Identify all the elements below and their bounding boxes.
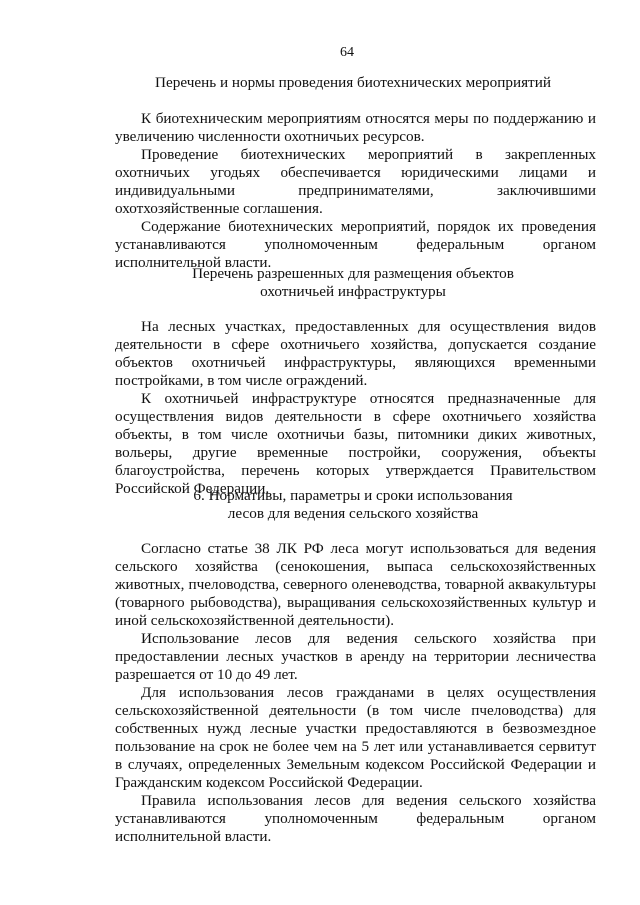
heading-line: 6. Нормативы, параметры и сроки использования — [193, 487, 513, 504]
paragraph: Правила использования лесов для ведения сельского хозяйства устанавливаются уполномоченным федеральным органом исполнительной власти. — [115, 792, 596, 845]
section-heading-infrastructure — [120, 265, 586, 301]
heading-line: охотничьей инфраструктуры — [260, 283, 446, 300]
section-body-infrastructure — [115, 318, 596, 498]
heading-line: Перечень разрешенных для размещения объектов — [192, 265, 514, 282]
paragraph: Содержание биотехнических мероприятий, порядок их проведения устанавливаются уполномоченным федеральным органом исполнительной власти. — [115, 218, 596, 271]
paragraph: К биотехническим мероприятиям относятся меры по поддержанию и увеличению численности охотничьих ресурсов. — [115, 110, 596, 145]
section-heading-biotechnical — [120, 74, 586, 92]
paragraph: Для использования лесов гражданами в целях осуществления сельскохозяйственной деятельности (в том числе пчеловодства) для собственных нужд лесные участки предоставляются в безвозмездное пользование на срок не более чем на 5 лет или устанавливается сервитут в случаях, определенных Земельным кодексом Российской Федерации и Гражданским кодексом Российской Федерации. — [115, 684, 596, 791]
heading-line: лесов для ведения сельского хозяйства — [227, 505, 479, 522]
section-body-biotechnical — [115, 110, 596, 272]
paragraph: К охотничьей инфраструктуре относятся предназначенные для осуществления видов деятельности в сфере охотничьего хозяйства объекты, в том числе охотничьи базы, питомники диких животных, вольеры, другие временные постройки, сооружения, объекты благоустройства, перечень которых утверждается Правительством Российской Федерации. — [115, 390, 596, 497]
paragraph: Согласно статье 38 ЛК РФ леса могут использоваться для ведения сельского хозяйства (сенокошения, выпаса сельскохозяйственных животных, пчеловодства, северного оленеводства, товарной аквакультуры (товарного рыбоводства), выращивания сельскохозяйственных культур и иной сельскохозяйственной деятельности). — [115, 540, 596, 629]
page-number: 64 — [340, 45, 354, 60]
paragraph: Использование лесов для ведения сельского хозяйства при предоставлении лесных участков в аренду на территории лесничества разрешается от 10 до 49 лет. — [115, 630, 596, 683]
section-body-agriculture — [115, 540, 596, 846]
section-heading-agriculture — [120, 487, 586, 523]
paragraph: На лесных участках, предоставленных для осуществления видов деятельности в сфере охотничьего хозяйства, допускается создание объектов охотничьей инфраструктуры, являющихся временными постройками, в том числе ограждений. — [115, 318, 596, 389]
paragraph: Проведение биотехнических мероприятий в закрепленных охотничьих угодьях обеспечивается юридическими лицами и индивидуальными предпринимателями, заключившими охотхозяйственные соглашения. — [115, 146, 596, 217]
heading-line: Перечень и нормы проведения биотехнических мероприятий — [155, 74, 551, 91]
